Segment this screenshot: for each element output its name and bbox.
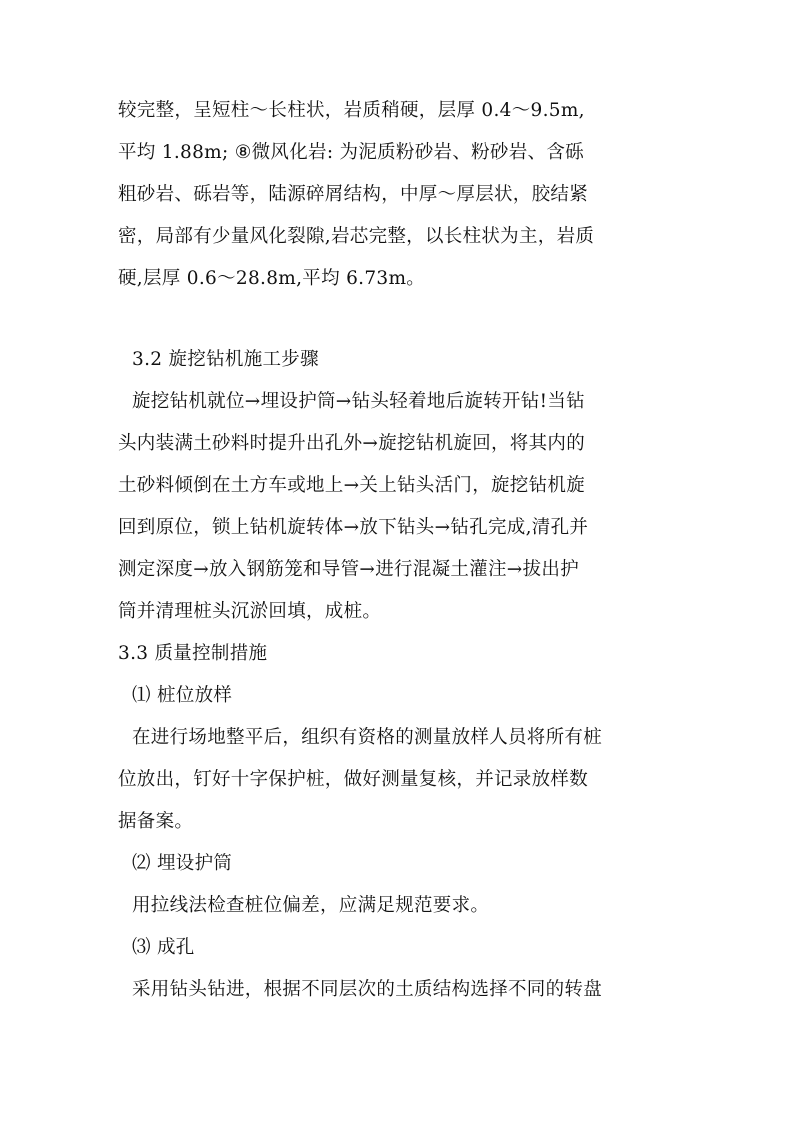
subsection-title: ⑶ 成孔	[132, 937, 195, 958]
paragraph-line: 采用钻头钻进，根据不同层次的土质结构选择不同的转盘	[132, 979, 603, 1000]
paragraph-line: 测定深度→放入钢筋笼和导管→进行混凝土灌注→拔出护	[118, 559, 580, 580]
paragraph-line: 在进行场地整平后，组织有资格的测量放样人员将所有桩	[132, 727, 603, 748]
subsection-title: ⑵ 埋设护筒	[132, 853, 233, 874]
paragraph-line: 土砂料倾倒在土方车或地上→关上钻头活门，旋挖钻机旋	[118, 475, 586, 496]
paragraph-line: 据备案。	[118, 811, 194, 832]
paragraph-line: 平均 1.88m; ⑧微风化岩: 为泥质粉砂岩、粉砂岩、含砾	[118, 142, 584, 163]
paragraph-line: 筒并清理桩头沉淤回填，成桩。	[118, 601, 382, 622]
paragraph-line: 回到原位，锁上钻机旋转体→放下钻头→钻孔完成,清孔并	[118, 517, 589, 538]
paragraph-line: 硬,层厚 0.6～28.8m,平均 6.73m。	[118, 268, 426, 289]
paragraph-line: 较完整，呈短柱～长柱状，岩质稍硬，层厚 0.4～9.5m,	[118, 100, 585, 121]
paragraph-line: 用拉线法检查桩位偏差，应满足规范要求。	[132, 895, 490, 916]
paragraph-line: 粗砂岩、砾岩等，陆源碎屑结构，中厚～厚层状，胶结紧	[118, 184, 589, 205]
paragraph-line: 位放出，钉好十字保护桩，做好测量复核，并记录放样数	[118, 769, 589, 790]
section-heading-3-3: 3.3 质量控制措施	[118, 643, 268, 664]
paragraph-line: 头内装满土砂料时提升出孔外→旋挖钻机旋回，将其内的	[118, 433, 586, 454]
subsection-title: ⑴ 桩位放样	[132, 685, 233, 706]
section-heading-3-2: 3.2 旋挖钻机施工步骤	[132, 349, 319, 370]
paragraph-line: 旋挖钻机就位→埋设护筒→钻头轻着地后旋转开钻!当钻	[132, 391, 585, 412]
paragraph-line: 密，局部有少量风化裂隙,岩芯完整，以长柱状为主，岩质	[118, 226, 595, 247]
